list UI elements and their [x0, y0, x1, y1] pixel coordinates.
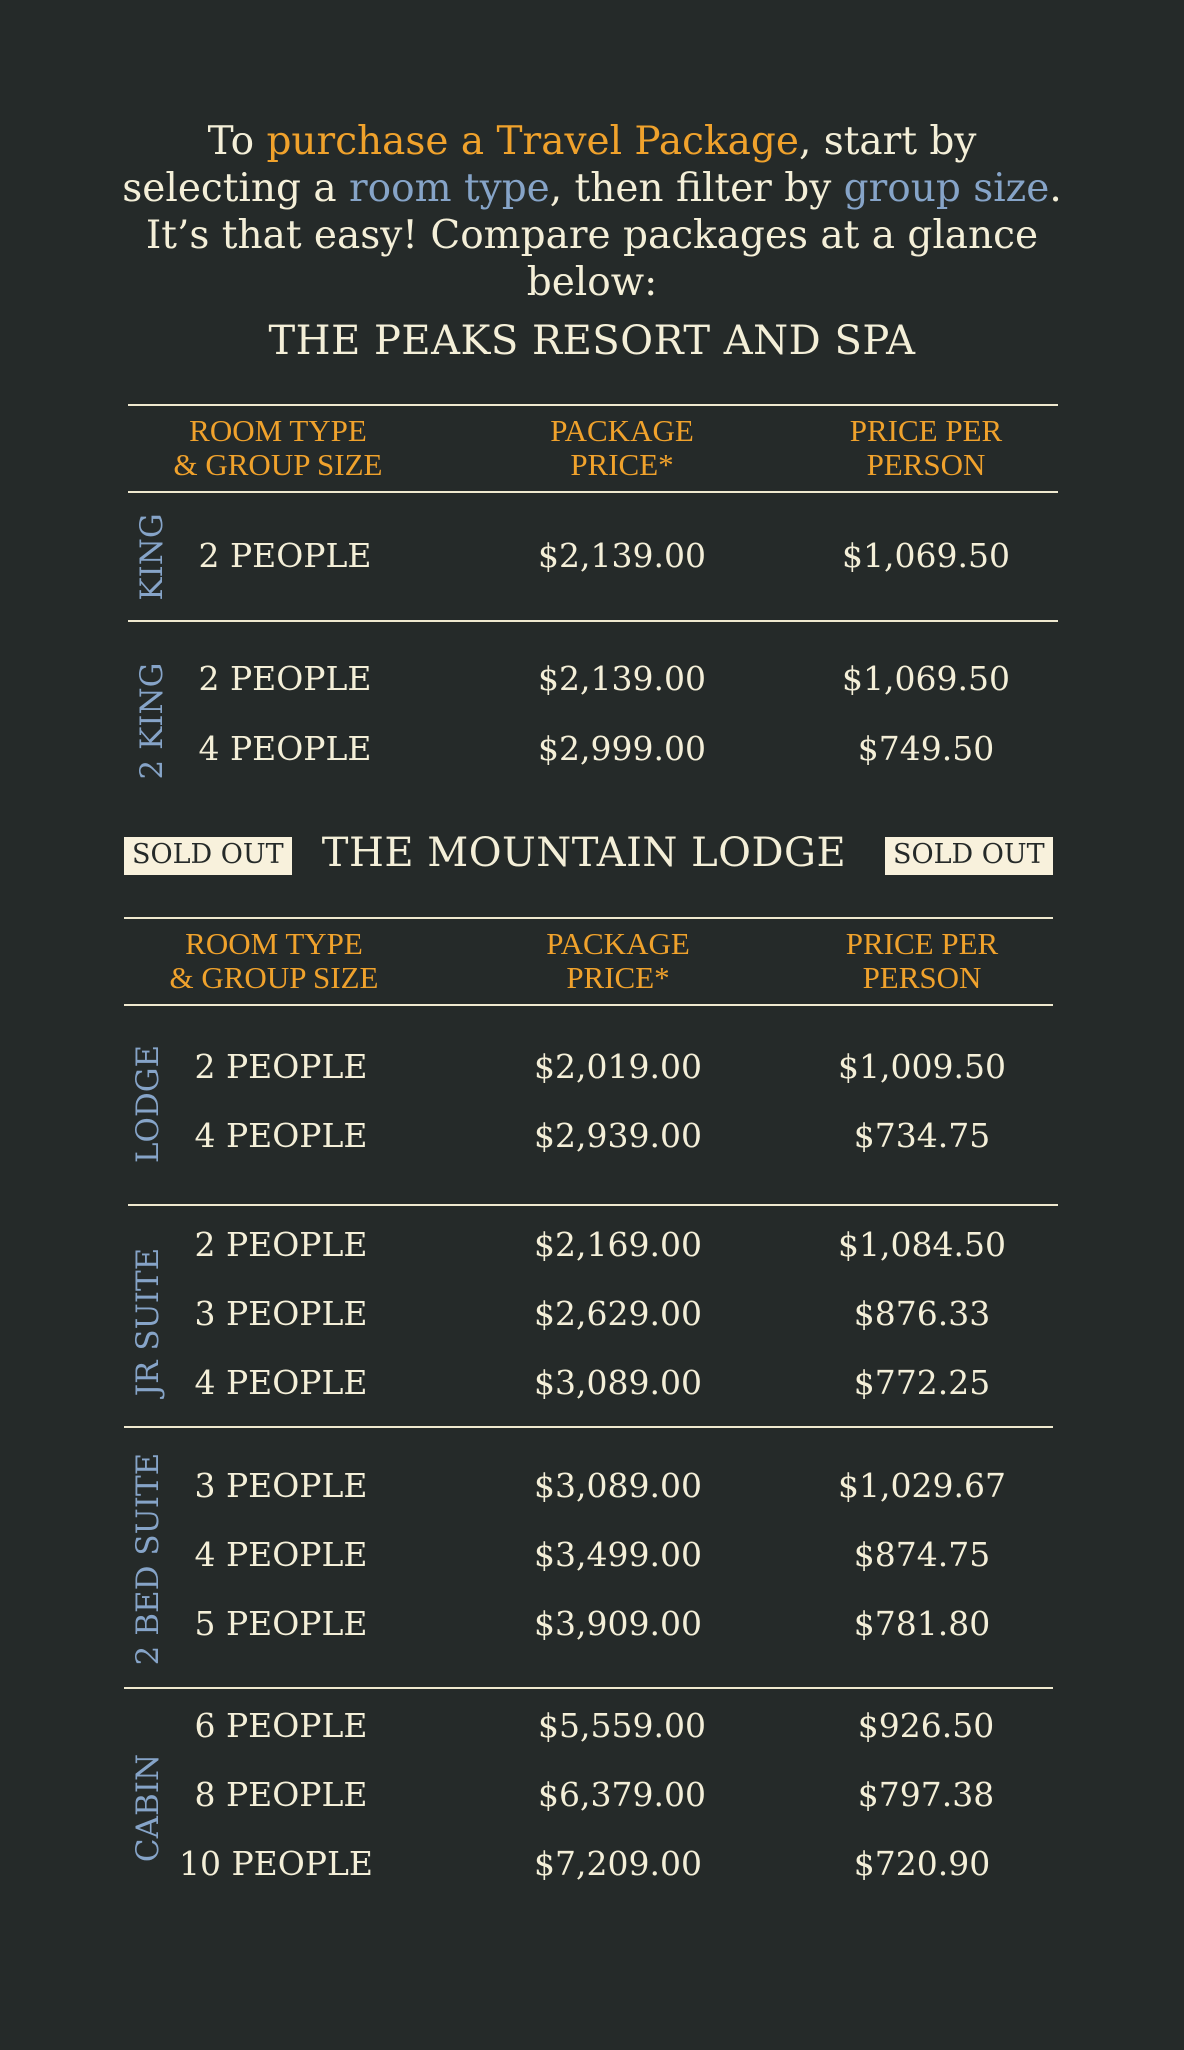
- room-type-label-cabin: CABIN: [130, 1753, 166, 1863]
- column-header-package-price: [518, 927, 718, 995]
- group-size-cell: 2 PEOPLE: [194, 1225, 368, 1264]
- group-size-cell: 6 PEOPLE: [194, 1706, 368, 1745]
- divider: [128, 620, 1058, 622]
- package-price-cell: $2,169.00: [534, 1225, 702, 1264]
- package-price-cell: $7,209.00: [534, 1844, 702, 1883]
- header-line: ROOM TYPE: [185, 926, 363, 961]
- price-per-person-cell: $926.50: [857, 1706, 995, 1745]
- header-line: PRICE*: [566, 960, 670, 995]
- divider: [124, 917, 1053, 919]
- header-line: & GROUP SIZE: [173, 447, 383, 482]
- room-type-label-2-bed-suite: 2 BED SUITE: [130, 1452, 166, 1666]
- header-line: PRICE PER: [849, 413, 1003, 448]
- room-type-label-2-king: 2 KING: [134, 662, 170, 780]
- price-per-person-cell: $734.75: [853, 1116, 991, 1155]
- room-type-label-jr-suite: JR SUITE: [130, 1247, 166, 1397]
- divider: [128, 404, 1058, 406]
- group-size-cell: 8 PEOPLE: [194, 1775, 368, 1814]
- price-per-person-cell: $1,084.50: [838, 1225, 1006, 1264]
- column-header-package-price: [522, 414, 722, 482]
- package-price-cell: $6,379.00: [538, 1775, 706, 1814]
- header-line: PACKAGE: [546, 926, 690, 961]
- mountain-lodge-title: THE MOUNTAIN LODGE: [321, 830, 847, 876]
- header-line: PRICE*: [570, 447, 674, 482]
- price-per-person-cell: $797.38: [857, 1775, 995, 1814]
- divider: [124, 1426, 1053, 1428]
- group-size-cell: 4 PEOPLE: [194, 1535, 368, 1574]
- price-per-person-cell: $1,029.67: [838, 1466, 1006, 1505]
- intro-highlight-group-size: group size: [843, 166, 1050, 211]
- group-size-cell: 3 PEOPLE: [194, 1294, 368, 1333]
- header-line: ROOM TYPE: [189, 413, 367, 448]
- group-size-cell: 4 PEOPLE: [198, 729, 372, 768]
- price-per-person-cell: $720.90: [853, 1844, 991, 1883]
- intro-text: , start by selecting a: [122, 119, 977, 211]
- group-size-cell: 4 PEOPLE: [194, 1116, 368, 1155]
- price-per-person-cell: $781.80: [853, 1604, 991, 1643]
- room-type-label-king: KING: [134, 513, 170, 601]
- package-price-cell: $3,499.00: [534, 1535, 702, 1574]
- price-per-person-cell: $1,069.50: [842, 659, 1010, 698]
- column-header-room-type: [134, 927, 414, 995]
- intro-text: , then filter by: [549, 166, 844, 211]
- intro-text: To: [207, 119, 267, 164]
- peaks-resort-title: THE PEAKS RESORT AND SPA: [268, 318, 916, 364]
- price-per-person-cell: $876.33: [853, 1294, 991, 1333]
- group-size-cell: 3 PEOPLE: [194, 1466, 368, 1505]
- column-header-room-type: [138, 414, 418, 482]
- divider: [124, 1004, 1053, 1006]
- room-type-label-lodge: LODGE: [130, 1044, 166, 1164]
- divider: [124, 1687, 1053, 1689]
- package-price-cell: $2,019.00: [534, 1047, 702, 1086]
- header-line: PACKAGE: [550, 413, 694, 448]
- package-price-cell: $2,999.00: [538, 729, 706, 768]
- price-per-person-cell: $772.25: [853, 1363, 991, 1402]
- divider: [128, 1204, 1058, 1206]
- group-size-cell: 2 PEOPLE: [198, 659, 372, 698]
- sold-out-badge: SOLD OUT: [885, 837, 1053, 875]
- package-price-cell: $3,089.00: [534, 1466, 702, 1505]
- divider: [128, 491, 1058, 493]
- intro-highlight-room-type: room type: [349, 166, 550, 211]
- package-price-cell: $3,909.00: [534, 1604, 702, 1643]
- header-line: PERSON: [862, 960, 982, 995]
- package-price-cell: $2,139.00: [538, 659, 706, 698]
- intro-paragraph: [120, 118, 1064, 306]
- group-size-cell: 2 PEOPLE: [194, 1047, 368, 1086]
- header-line: PRICE PER: [845, 926, 999, 961]
- package-price-cell: $2,939.00: [534, 1116, 702, 1155]
- group-size-cell: 5 PEOPLE: [194, 1604, 368, 1643]
- package-price-cell: $5,559.00: [538, 1706, 706, 1745]
- package-price-cell: $3,089.00: [534, 1363, 702, 1402]
- package-price-cell: $2,139.00: [538, 536, 706, 575]
- sold-out-badge: SOLD OUT: [124, 837, 292, 875]
- header-line: & GROUP SIZE: [169, 960, 379, 995]
- header-line: PERSON: [866, 447, 986, 482]
- intro-highlight-purchase: purchase a Travel Package: [266, 119, 799, 164]
- price-per-person-cell: $749.50: [857, 729, 995, 768]
- price-per-person-cell: $874.75: [853, 1535, 991, 1574]
- group-size-cell: 4 PEOPLE: [194, 1363, 368, 1402]
- column-header-price-per-person: [822, 927, 1022, 995]
- price-per-person-cell: $1,069.50: [842, 536, 1010, 575]
- intro-text: . It’s that easy! Compare packages at a glance below:: [145, 166, 1062, 305]
- price-per-person-cell: $1,009.50: [838, 1047, 1006, 1086]
- group-size-cell: 10 PEOPLE: [178, 1844, 374, 1883]
- package-price-cell: $2,629.00: [534, 1294, 702, 1333]
- column-header-price-per-person: [826, 414, 1026, 482]
- group-size-cell: 2 PEOPLE: [198, 536, 372, 575]
